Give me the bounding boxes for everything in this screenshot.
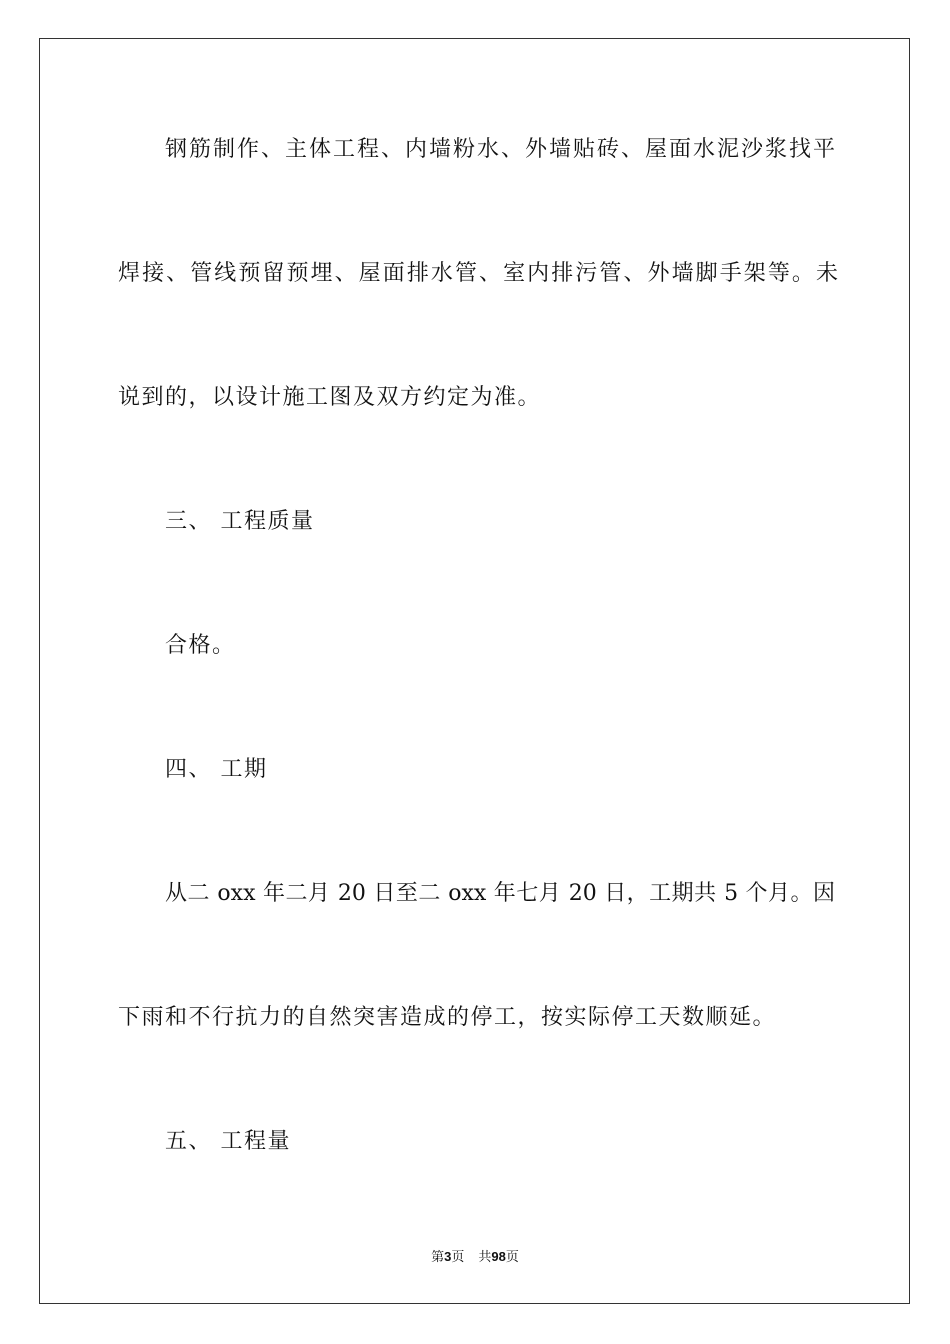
body-line-quality: 合格。 bbox=[165, 633, 236, 658]
footer-page-number: 3 bbox=[444, 1249, 452, 1264]
footer-total-pages: 98 bbox=[491, 1249, 506, 1264]
body-line-3: 说到的，以设计施工图及双方约定为准。 bbox=[118, 385, 542, 410]
footer-page-suffix: 页 bbox=[451, 1249, 465, 1264]
section-heading-quantity: 五、 工程量 bbox=[165, 1129, 291, 1154]
body-line-2: 焊接、管线预留预埋、屋面排水管、室内排污管、外墙脚手架等。未 bbox=[118, 261, 838, 286]
footer-total-prefix: 共 bbox=[478, 1249, 492, 1264]
body-line-duration-1: 从二 oxx 年二月 20 日至二 oxx 年七月 20 日，工期共 5 个月。因 bbox=[165, 881, 835, 906]
section-heading-quality: 三、 工程质量 bbox=[165, 509, 315, 534]
page-footer bbox=[0, 1248, 950, 1266]
footer-page-prefix: 第 bbox=[431, 1249, 445, 1264]
body-line-1: 钢筋制作、主体工程、内墙粉水、外墙贴砖、屋面水泥沙浆找平 bbox=[165, 137, 835, 162]
section-heading-duration: 四、 工期 bbox=[165, 757, 268, 782]
footer-total-suffix: 页 bbox=[505, 1249, 519, 1264]
page-frame bbox=[39, 38, 910, 1304]
body-line-duration-2: 下雨和不行抗力的自然突害造成的停工，按实际停工天数顺延。 bbox=[118, 1005, 777, 1030]
